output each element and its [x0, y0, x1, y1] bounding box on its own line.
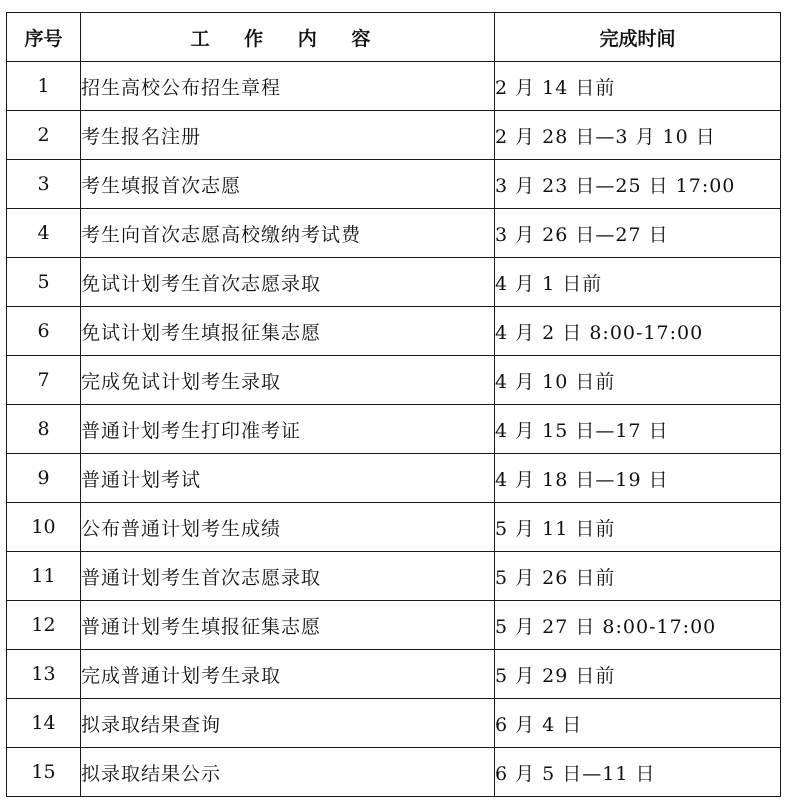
header-completion-time: 完成时间 — [495, 13, 781, 62]
table-row — [7, 601, 781, 650]
row-task: 普通计划考生首次志愿录取 — [81, 552, 495, 601]
table-row — [7, 552, 781, 601]
table-row — [7, 454, 781, 503]
row-number: 6 — [7, 307, 81, 356]
row-task: 公布普通计划考生成绩 — [81, 503, 495, 552]
row-task: 普通计划考生打印准考证 — [81, 405, 495, 454]
row-task: 拟录取结果查询 — [81, 699, 495, 748]
row-time: 3 月 23 日—25 日 17:00 — [495, 160, 781, 209]
row-task: 招生高校公布招生章程 — [81, 62, 495, 111]
table-row — [7, 503, 781, 552]
row-time: 4 月 18 日—19 日 — [495, 454, 781, 503]
row-number: 11 — [7, 552, 81, 601]
table-row — [7, 258, 781, 307]
row-number: 4 — [7, 209, 81, 258]
row-task: 完成免试计划考生录取 — [81, 356, 495, 405]
row-time: 4 月 15 日—17 日 — [495, 405, 781, 454]
row-number: 14 — [7, 699, 81, 748]
row-number: 7 — [7, 356, 81, 405]
row-time: 2 月 14 日前 — [495, 62, 781, 111]
row-number: 5 — [7, 258, 81, 307]
row-time: 5 月 26 日前 — [495, 552, 781, 601]
row-time: 4 月 2 日 8:00-17:00 — [495, 307, 781, 356]
header-serial-number: 序号 — [7, 13, 81, 62]
row-time: 5 月 27 日 8:00-17:00 — [495, 601, 781, 650]
row-time: 5 月 11 日前 — [495, 503, 781, 552]
table-row — [7, 307, 781, 356]
row-task: 考生报名注册 — [81, 111, 495, 160]
row-number: 13 — [7, 650, 81, 699]
row-time: 4 月 1 日前 — [495, 258, 781, 307]
row-number: 3 — [7, 160, 81, 209]
table-row — [7, 111, 781, 160]
row-time: 5 月 29 日前 — [495, 650, 781, 699]
schedule-table — [6, 12, 781, 797]
table-row — [7, 650, 781, 699]
table-header-row — [7, 13, 781, 62]
row-task: 普通计划考生填报征集志愿 — [81, 601, 495, 650]
row-time: 4 月 10 日前 — [495, 356, 781, 405]
row-time: 6 月 4 日 — [495, 699, 781, 748]
table-row — [7, 62, 781, 111]
row-time: 2 月 28 日—3 月 10 日 — [495, 111, 781, 160]
row-number: 15 — [7, 748, 81, 797]
table-body — [7, 62, 781, 797]
row-task: 普通计划考试 — [81, 454, 495, 503]
table-row — [7, 160, 781, 209]
row-number: 1 — [7, 62, 81, 111]
row-number: 12 — [7, 601, 81, 650]
row-number: 8 — [7, 405, 81, 454]
table-row — [7, 405, 781, 454]
row-task: 拟录取结果公示 — [81, 748, 495, 797]
row-task: 完成普通计划考生录取 — [81, 650, 495, 699]
row-task: 考生向首次志愿高校缴纳考试费 — [81, 209, 495, 258]
row-task: 考生填报首次志愿 — [81, 160, 495, 209]
row-time: 3 月 26 日—27 日 — [495, 209, 781, 258]
row-task: 免试计划考生填报征集志愿 — [81, 307, 495, 356]
row-time: 6 月 5 日—11 日 — [495, 748, 781, 797]
header-work-content: 工 作 内 容 — [81, 13, 495, 62]
row-task: 免试计划考生首次志愿录取 — [81, 258, 495, 307]
table-row — [7, 699, 781, 748]
row-number: 10 — [7, 503, 81, 552]
row-number: 9 — [7, 454, 81, 503]
table-row — [7, 356, 781, 405]
row-number: 2 — [7, 111, 81, 160]
table-row — [7, 209, 781, 258]
table-row — [7, 748, 781, 797]
